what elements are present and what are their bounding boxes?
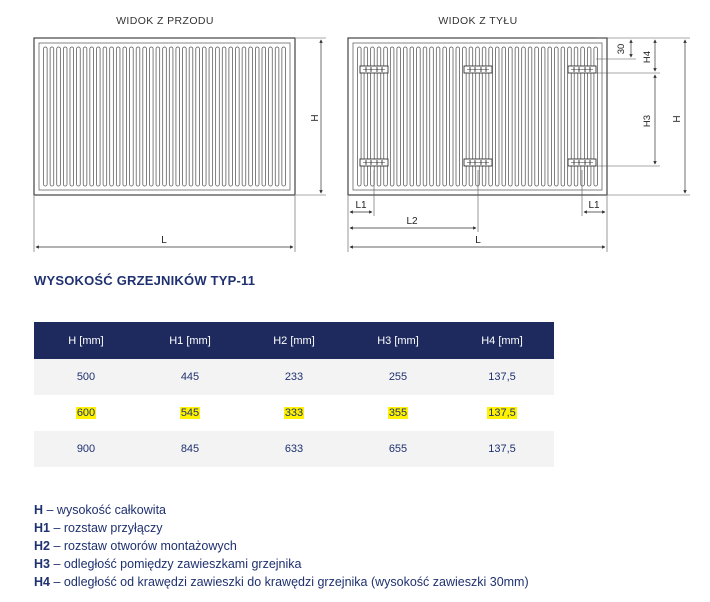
radiator-fin [515, 47, 519, 186]
radiator-fin [443, 47, 447, 186]
radiator-fin [83, 47, 87, 186]
front-l-label: L [161, 235, 167, 246]
table-cell: 445 [138, 359, 242, 395]
radiator-fin [495, 47, 499, 186]
radiator-fin [390, 47, 394, 186]
radiator-fin [535, 47, 539, 186]
header-h3: H3 [mm] [346, 322, 450, 359]
radiator-fin [249, 47, 253, 186]
radiator-fin [403, 47, 407, 186]
radiator-fin [255, 47, 259, 186]
back-view [348, 38, 690, 252]
table-cell [346, 395, 450, 431]
radiator-fin [423, 47, 427, 186]
h3-label: H3 [642, 114, 653, 128]
radiator-fin [189, 47, 193, 186]
legend-item-h3: H3 – odległość pomiędzy zawieszkami grzejnika [34, 557, 302, 571]
mounting-brackets [360, 66, 596, 166]
radiator-fin [222, 47, 226, 186]
radiator-fin [110, 47, 114, 186]
header-h: H [mm] [34, 322, 138, 359]
radiator-fin [236, 47, 240, 186]
radiator-fin [70, 47, 74, 186]
l1-left-label: L1 [355, 200, 367, 211]
table-cell: 845 [138, 431, 242, 467]
l2-label: L2 [406, 216, 418, 227]
table-cell: 900 [34, 431, 138, 467]
table-cell: 137,5 [450, 359, 554, 395]
radiator-fin [163, 47, 167, 186]
table-cell: 233 [242, 359, 346, 395]
radiator-fin [196, 47, 200, 186]
radiator-fin [156, 47, 160, 186]
radiator-fin [202, 47, 206, 186]
highlighted-value: 137,5 [488, 407, 516, 419]
radiator-fin [216, 47, 220, 186]
front-h-label: H [310, 114, 321, 122]
table-header-row [34, 322, 554, 359]
l1-right-label: L1 [588, 200, 600, 211]
radiator-fin [169, 47, 173, 186]
back-h-label: H [672, 115, 683, 123]
radiator-fin [123, 47, 127, 186]
legend [34, 501, 529, 591]
highlighted-value: 355 [388, 407, 408, 419]
legend-item-h1: H1 – rozstaw przyłączy [34, 521, 163, 535]
radiator-fin [229, 47, 233, 186]
table-cell [242, 395, 346, 431]
radiator-fin [176, 47, 180, 186]
radiator-fin [130, 47, 134, 186]
radiator-fin [509, 47, 513, 186]
radiator-fin [63, 47, 67, 186]
radiator-fin [209, 47, 213, 186]
radiator-fin [541, 47, 545, 186]
table-cell: 255 [346, 359, 450, 395]
radiator-fin [502, 47, 506, 186]
table-cell: 633 [242, 431, 346, 467]
radiator-fin [90, 47, 94, 186]
table-cell: 655 [346, 431, 450, 467]
front-fins [44, 47, 286, 186]
front-view [34, 38, 326, 252]
radiator-fin [149, 47, 153, 186]
radiator-fin [436, 47, 440, 186]
header-h4: H4 [mm] [450, 322, 554, 359]
radiator-fin [417, 47, 421, 186]
radiator-fin [136, 47, 140, 186]
radiator-fin [548, 47, 552, 186]
bracket-height-label: 30 [616, 43, 627, 55]
radiator-fin [242, 47, 246, 186]
back-l-label: L [475, 235, 481, 246]
table-row-highlighted [34, 395, 554, 431]
radiator-fin [262, 47, 266, 186]
mounting-bracket [360, 66, 388, 73]
radiator-fin [57, 47, 61, 186]
radiator-fin [410, 47, 414, 186]
table-cell [450, 395, 554, 431]
radiator-fin [77, 47, 81, 186]
radiator-fin [528, 47, 532, 186]
table-cell: 137,5 [450, 431, 554, 467]
mounting-bracket [360, 159, 388, 166]
mounting-bracket [464, 159, 492, 166]
back-radiator-outer [348, 38, 607, 195]
radiator-fin [456, 47, 460, 186]
header-h2: H2 [mm] [242, 322, 346, 359]
mounting-bracket [568, 159, 596, 166]
table-cell [138, 395, 242, 431]
table-row [34, 359, 554, 395]
radiator-fin [561, 47, 565, 186]
table-row [34, 431, 554, 467]
mounting-bracket [568, 66, 596, 73]
radiator-fin [44, 47, 48, 186]
radiator-fin [430, 47, 434, 186]
radiator-fin [116, 47, 120, 186]
radiator-fin [143, 47, 147, 186]
legend-item-h4: H4 – odległość od krawędzi zawieszki do krawędzi grzejnika (wysokość zawieszki 30mm) [34, 575, 529, 589]
h4-label: H4 [642, 50, 653, 64]
radiator-fin [183, 47, 187, 186]
highlighted-value: 600 [76, 407, 96, 419]
highlighted-value: 545 [180, 407, 200, 419]
front-view-title: WIDOK Z PRZODU [116, 15, 214, 27]
table-cell: 500 [34, 359, 138, 395]
highlighted-value: 333 [284, 407, 304, 419]
radiator-fin [282, 47, 286, 186]
height-table [34, 322, 554, 467]
radiator-fin [449, 47, 453, 186]
mounting-bracket [464, 66, 492, 73]
radiator-fin [96, 47, 100, 186]
radiator-fin [269, 47, 273, 186]
radiator-fin [50, 47, 54, 186]
radiator-fin [555, 47, 559, 186]
radiator-fin [103, 47, 107, 186]
table-cell [34, 395, 138, 431]
section-title: WYSOKOŚĆ GRZEJNIKÓW TYP-11 [34, 273, 256, 288]
radiator-drawing [0, 0, 710, 260]
radiator-fin [397, 47, 401, 186]
radiator-fin [522, 47, 526, 186]
legend-item-h: H – wysokość całkowita [34, 503, 166, 517]
header-h1: H1 [mm] [138, 322, 242, 359]
radiator-fin [275, 47, 279, 186]
legend-item-h2: H2 – rozstaw otworów montażowych [34, 539, 237, 553]
front-radiator-outer [34, 38, 295, 195]
back-view-title: WIDOK Z TYŁU [438, 15, 518, 27]
